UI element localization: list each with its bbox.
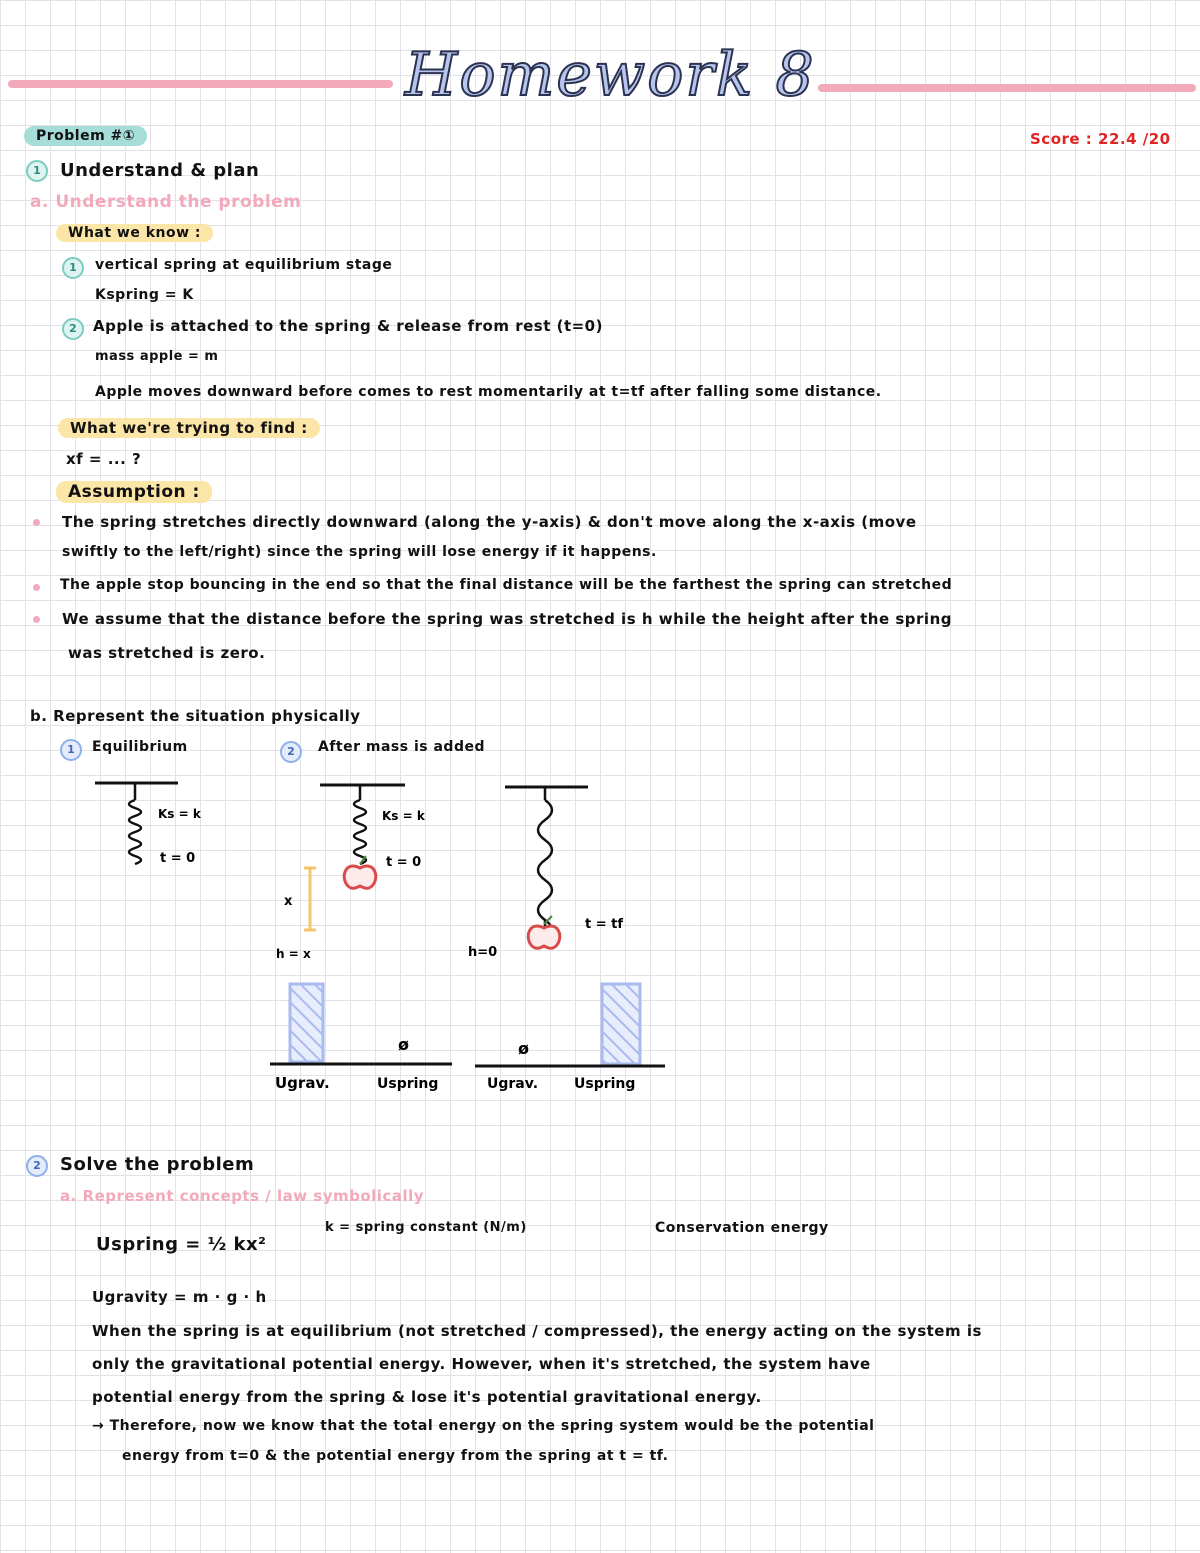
problem-badge: Problem #① bbox=[24, 126, 147, 146]
assumption-3-line-2: was stretched is zero. bbox=[68, 644, 266, 662]
section2-sub-a: a. Represent concepts / law symbolically bbox=[60, 1187, 425, 1205]
paragraph-line-1: When the spring is at equilibrium (not stretched / compressed), the energy acting on the system is bbox=[92, 1322, 982, 1340]
ugrav-label-1: Ugrav. bbox=[275, 1074, 330, 1092]
tf-label: t = tf bbox=[585, 917, 624, 932]
paragraph-line-5: energy from t=0 & the potential energy from the spring at t = tf. bbox=[122, 1448, 669, 1464]
t0-label-2: t = 0 bbox=[386, 855, 422, 870]
page-title: Homework 8 bbox=[405, 40, 816, 110]
uspring-bar-2 bbox=[602, 984, 640, 1064]
ugravity-equation: Ugravity = m · g · h bbox=[92, 1288, 267, 1306]
find-label: What we're trying to find : bbox=[58, 418, 320, 438]
know-item-1-number-icon: 1 bbox=[62, 257, 84, 279]
h-eq-x-label: h = x bbox=[276, 947, 311, 961]
title-rule-left bbox=[8, 80, 393, 88]
t0-label-1: t = 0 bbox=[160, 851, 196, 866]
find-value: xf = ... ? bbox=[66, 450, 142, 468]
assumption-2: The apple stop bouncing in the end so that the final distance will be the farthest the spring can stretched bbox=[60, 577, 953, 593]
conservation-note: Conservation energy bbox=[655, 1220, 829, 1236]
fig2-label: After mass is added bbox=[318, 739, 485, 755]
assumption-1-line-1: The spring stretches directly downward (along the y-axis) & don't move along the x-axis (move bbox=[62, 513, 917, 531]
title-rule-right bbox=[818, 84, 1196, 92]
assumption-label: Assumption : bbox=[56, 481, 212, 503]
assumption-1-line-2: swiftly to the left/right) since the spring will lose energy if it happens. bbox=[62, 544, 657, 560]
section1-sub-a: a. Understand the problem bbox=[30, 192, 302, 212]
section2-heading: Solve the problem bbox=[60, 1154, 255, 1175]
know-label: What we know : bbox=[56, 224, 213, 242]
section1-heading: Understand & plan bbox=[60, 160, 260, 181]
spring-1 bbox=[129, 783, 141, 864]
ugrav-label-2: Ugrav. bbox=[487, 1076, 539, 1092]
ks-label-2: Ks = k bbox=[382, 809, 425, 823]
apple-icon-1 bbox=[344, 856, 376, 888]
fig1-number-icon: 1 bbox=[60, 739, 82, 761]
assumption-bullet-3 bbox=[33, 616, 40, 623]
section1-sub-b: b. Represent the situation physically bbox=[30, 707, 361, 725]
assumption-3-line-1: We assume that the distance before the spring was stretched is h while the height after the spring bbox=[62, 610, 952, 628]
uspring-equation: Uspring = ½ kx² bbox=[96, 1234, 267, 1255]
assumption-bullet-2 bbox=[33, 584, 40, 591]
displacement-marker bbox=[304, 868, 316, 930]
spring-2 bbox=[354, 785, 366, 864]
ks-label-1: Ks = k bbox=[158, 807, 201, 821]
null-uspring-1: ø bbox=[398, 1035, 409, 1054]
assumption-bullet-1 bbox=[33, 519, 40, 526]
x-label: x bbox=[284, 894, 293, 909]
fig2-number-icon: 2 bbox=[280, 741, 302, 763]
paragraph-line-4: → Therefore, now we know that the total energy on the spring system would be the potential bbox=[92, 1418, 875, 1434]
fig1-label: Equilibrium bbox=[92, 739, 188, 755]
score-label: Score : 22.4 /20 bbox=[1030, 130, 1171, 148]
paragraph-line-3: potential energy from the spring & lose it's potential gravitational energy. bbox=[92, 1388, 762, 1406]
k-note: k = spring constant (N/m) bbox=[325, 1220, 527, 1235]
null-ugrav-2: ø bbox=[518, 1039, 529, 1058]
know-item-3: Apple is attached to the spring & release from rest (t=0) bbox=[93, 317, 603, 335]
spring-diagram bbox=[0, 770, 700, 1110]
know-item-2: Kspring = K bbox=[95, 287, 194, 303]
uspring-label-1: Uspring bbox=[377, 1076, 439, 1092]
uspring-label-2: Uspring bbox=[574, 1076, 636, 1092]
paragraph-line-2: only the gravitational potential energy. However, when it's stretched, the system have bbox=[92, 1355, 871, 1373]
section2-number-icon: 2 bbox=[26, 1155, 48, 1177]
know-item-1: vertical spring at equilibrium stage bbox=[95, 257, 393, 273]
know-item-4: mass apple = m bbox=[95, 349, 219, 364]
know-item-5: Apple moves downward before comes to rest momentarily at t=tf after falling some distance. bbox=[95, 384, 882, 400]
section1-number-icon: 1 bbox=[26, 160, 48, 182]
know-item-3-number-icon: 2 bbox=[62, 318, 84, 340]
ugrav-bar-1 bbox=[290, 984, 323, 1062]
h-zero-label: h=0 bbox=[468, 945, 498, 960]
